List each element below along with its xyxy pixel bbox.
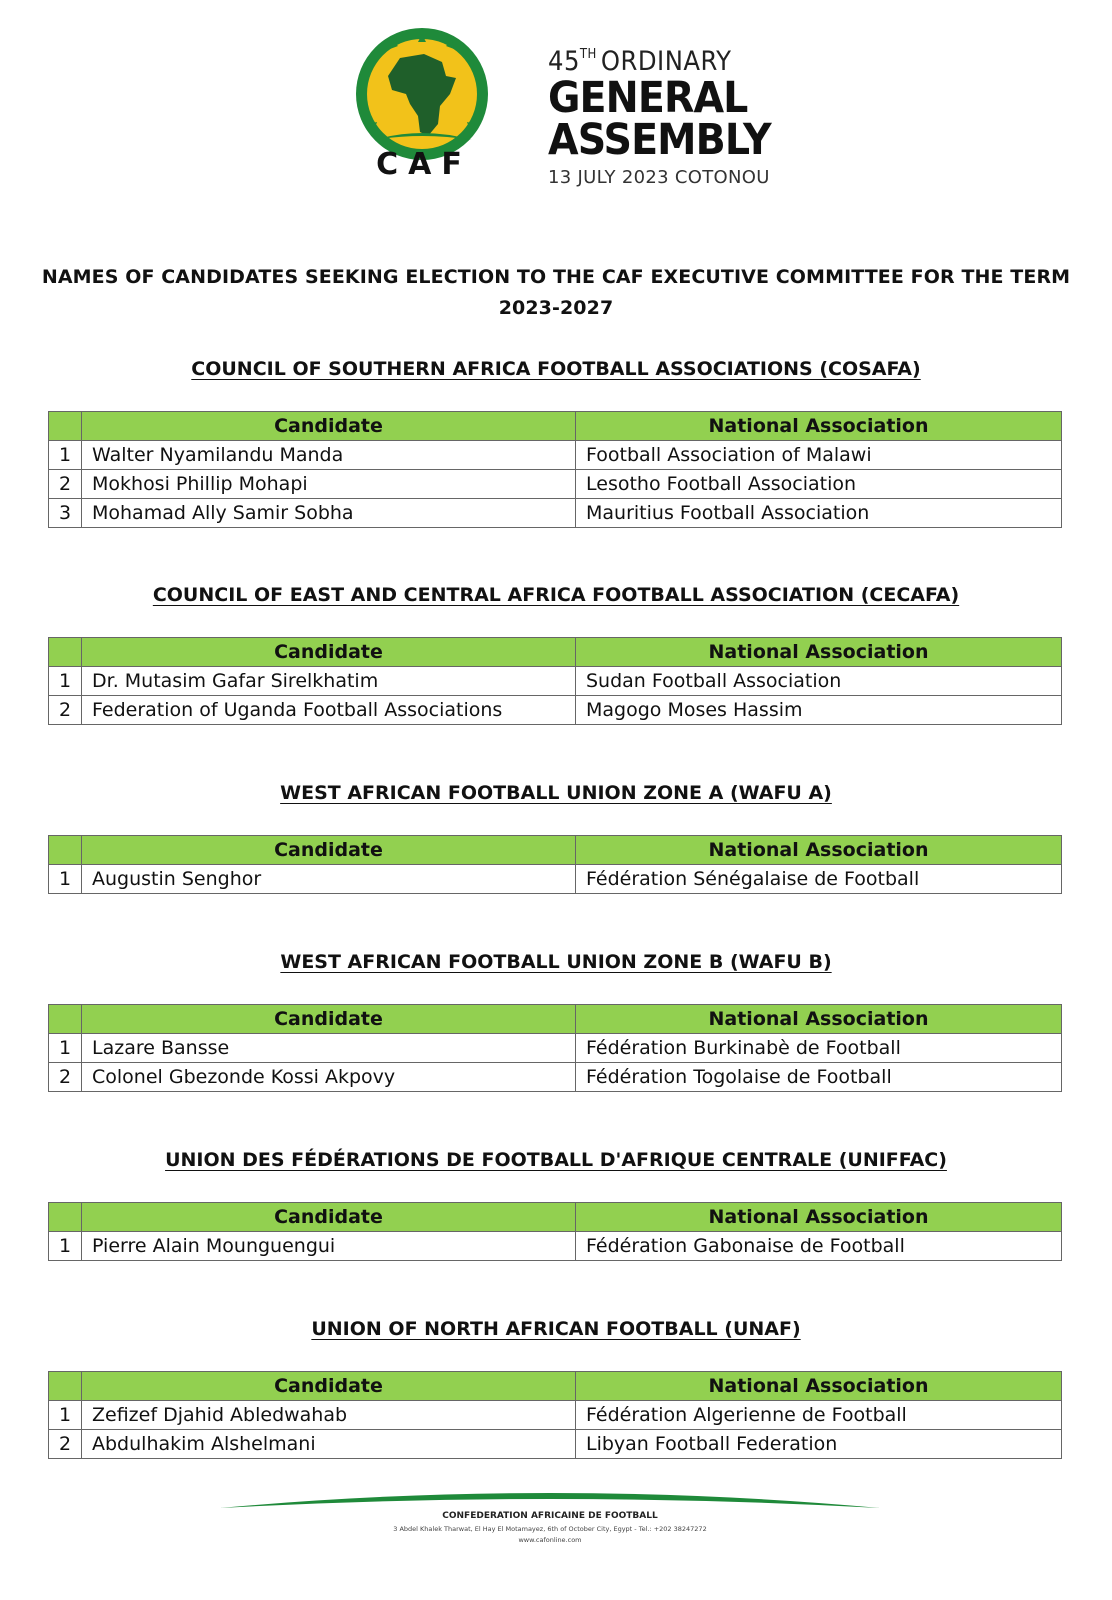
assembly-line-2: ASSEMBLY bbox=[548, 115, 771, 165]
national-association: Fédération Togolaise de Football bbox=[576, 1063, 1062, 1092]
national-association: Mauritius Football Association bbox=[576, 499, 1062, 528]
table-header-row bbox=[49, 1372, 1062, 1401]
row-number: 2 bbox=[49, 470, 82, 499]
section-title-cosafa: COUNCIL OF SOUTHERN AFRICA FOOTBALL ASSOCIATIONS (COSAFA) bbox=[191, 358, 921, 380]
row-number: 1 bbox=[49, 865, 82, 894]
section-title-cecafa: COUNCIL OF EAST AND CENTRAL AFRICA FOOTBALL ASSOCIATION (CECAFA) bbox=[152, 584, 960, 606]
candidate-name: Colonel Gbezonde Kossi Akpovy bbox=[82, 1063, 576, 1092]
table-row bbox=[49, 865, 1062, 894]
header-association: National Association bbox=[576, 1005, 1062, 1034]
candidate-name: Walter Nyamilandu Manda bbox=[82, 441, 576, 470]
header-association: National Association bbox=[576, 638, 1062, 667]
candidate-name: Dr. Mutasim Gafar Sirelkhatim bbox=[82, 667, 576, 696]
table-header-row bbox=[49, 412, 1062, 441]
row-number: 2 bbox=[49, 1063, 82, 1092]
candidate-name: Pierre Alain Mounguengui bbox=[82, 1232, 576, 1261]
table-cosafa bbox=[48, 411, 1062, 528]
ordinal-word: ORDINARY bbox=[600, 46, 732, 77]
national-association: Sudan Football Association bbox=[576, 667, 1062, 696]
header-number bbox=[49, 412, 82, 441]
candidate-name: Zefizef Djahid Abledwahab bbox=[82, 1401, 576, 1430]
national-association: Magogo Moses Hassim bbox=[576, 696, 1062, 725]
national-association: Fédération Algerienne de Football bbox=[576, 1401, 1062, 1430]
title-line-2: 2023-2027 bbox=[498, 297, 614, 319]
table-row bbox=[49, 1232, 1062, 1261]
assembly-date: 13 JULY 2023 COTONOU bbox=[548, 167, 770, 188]
header-number bbox=[49, 1372, 82, 1401]
table-unaf bbox=[48, 1371, 1062, 1459]
table-row bbox=[49, 667, 1062, 696]
header-candidate: Candidate bbox=[82, 1005, 576, 1034]
table-header-row bbox=[49, 1203, 1062, 1232]
table-header-row bbox=[49, 1005, 1062, 1034]
header-number bbox=[49, 1005, 82, 1034]
table-header-row bbox=[49, 836, 1062, 865]
footer-swoosh bbox=[220, 1484, 880, 1514]
row-number: 1 bbox=[49, 667, 82, 696]
caf-logo bbox=[352, 28, 510, 186]
table-uniffac bbox=[48, 1202, 1062, 1261]
table-row bbox=[49, 470, 1062, 499]
header-candidate: Candidate bbox=[82, 412, 576, 441]
table-cecafa bbox=[48, 637, 1062, 725]
row-number: 1 bbox=[49, 1034, 82, 1063]
header-number bbox=[49, 836, 82, 865]
footer-organization: CONFEDERATION AFRICAINE DE FOOTBALL bbox=[442, 1511, 658, 1521]
candidate-name: Lazare Bansse bbox=[82, 1034, 576, 1063]
footer-website[interactable]: www.cafonline.com bbox=[518, 1536, 582, 1544]
table-row bbox=[49, 1401, 1062, 1430]
table-header-row bbox=[49, 638, 1062, 667]
section-title-uniffac: UNION DES FÉDÉRATIONS DE FOOTBALL D'AFRIQUE CENTRALE (UNIFFAC) bbox=[165, 1149, 947, 1171]
table-row bbox=[49, 1063, 1062, 1092]
national-association: Libyan Football Federation bbox=[576, 1430, 1062, 1459]
header-candidate: Candidate bbox=[82, 1203, 576, 1232]
row-number: 1 bbox=[49, 441, 82, 470]
table-row bbox=[49, 441, 1062, 470]
table-row bbox=[49, 1430, 1062, 1459]
table-row bbox=[49, 696, 1062, 725]
row-number: 2 bbox=[49, 1430, 82, 1459]
header-association: National Association bbox=[576, 412, 1062, 441]
table-row bbox=[49, 1034, 1062, 1063]
section-title-wafu-b: WEST AFRICAN FOOTBALL UNION ZONE B (WAFU B) bbox=[280, 951, 832, 973]
row-number: 1 bbox=[49, 1401, 82, 1430]
row-number: 3 bbox=[49, 499, 82, 528]
header-number bbox=[49, 1203, 82, 1232]
section-title-unaf: UNION OF NORTH AFRICAN FOOTBALL (UNAF) bbox=[311, 1318, 801, 1340]
caf-logo-text: CAF bbox=[376, 147, 472, 182]
document-title bbox=[40, 262, 1072, 324]
section-title-wafu-a: WEST AFRICAN FOOTBALL UNION ZONE A (WAFU A) bbox=[280, 782, 832, 804]
header-association: National Association bbox=[576, 836, 1062, 865]
national-association: Fédération Sénégalaise de Football bbox=[576, 865, 1062, 894]
national-association: Football Association of Malawi bbox=[576, 441, 1062, 470]
row-number: 1 bbox=[49, 1232, 82, 1261]
ordinal-number: 45 bbox=[548, 46, 580, 77]
table-wafu-b bbox=[48, 1004, 1062, 1092]
national-association: Fédération Burkinabè de Football bbox=[576, 1034, 1062, 1063]
ordinal-suffix: TH bbox=[579, 47, 597, 62]
footer-address: 3 Abdel Khalek Tharwat, El Hay El Motamayez, 6th of October City, Egypt - Tel.: +202 38247272 bbox=[393, 1525, 707, 1533]
candidate-name: Federation of Uganda Football Associations bbox=[82, 696, 576, 725]
assembly-header bbox=[548, 40, 778, 188]
table-row bbox=[49, 499, 1062, 528]
ordinal-line bbox=[548, 40, 778, 77]
national-association: Lesotho Football Association bbox=[576, 470, 1062, 499]
header-candidate: Candidate bbox=[82, 1372, 576, 1401]
header-candidate: Candidate bbox=[82, 638, 576, 667]
candidate-name: Mohamad Ally Samir Sobha bbox=[82, 499, 576, 528]
header-number bbox=[49, 638, 82, 667]
national-association: Fédération Gabonaise de Football bbox=[576, 1232, 1062, 1261]
table-wafu-a bbox=[48, 835, 1062, 894]
header-association: National Association bbox=[576, 1372, 1062, 1401]
title-line-1: NAMES OF CANDIDATES SEEKING ELECTION TO THE CAF EXECUTIVE COMMITTEE FOR THE TERM bbox=[41, 266, 1071, 288]
assembly-line-1: GENERAL bbox=[548, 73, 748, 123]
header-association: National Association bbox=[576, 1203, 1062, 1232]
candidate-name: Augustin Senghor bbox=[82, 865, 576, 894]
row-number: 2 bbox=[49, 696, 82, 725]
candidate-name: Mokhosi Phillip Mohapi bbox=[82, 470, 576, 499]
header-candidate: Candidate bbox=[82, 836, 576, 865]
candidate-name: Abdulhakim Alshelmani bbox=[82, 1430, 576, 1459]
